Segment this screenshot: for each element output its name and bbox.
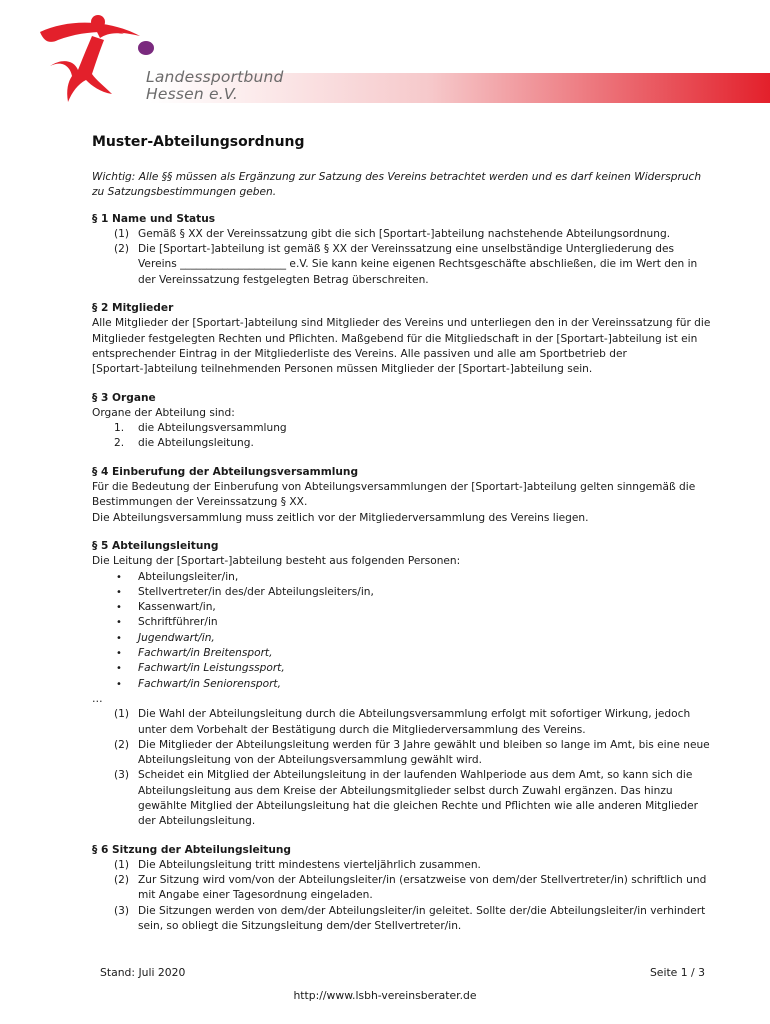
bullet-icon: • — [116, 632, 122, 644]
footer-date: Stand: Juli 2020 — [100, 966, 186, 979]
list-item — [92, 858, 712, 873]
item-text: die Abteilungsversammlung — [138, 422, 287, 435]
numbered-list — [92, 707, 712, 829]
bullet-icon: • — [116, 586, 122, 598]
list-item — [92, 570, 712, 585]
bullet-icon: • — [116, 678, 122, 690]
lsbh-logo-graphic — [0, 0, 770, 110]
item-text: Schriftführer/in — [138, 616, 218, 629]
numbered-list — [92, 858, 712, 934]
item-text: Scheidet ein Mitglied der Abteilungsleitung in der laufenden Wahlperiode aus dem Amt, so kann sich die Abteilungsleitung aus dem Kreise der Abteilungsmitglieder selbst durch Zuwahl ergänzen. Das hinzu gewählte Mitglied der Abteilungsleitung hat die gleichen Rechte und Pflichten wie alle anderen Mitglieder der Abteilungsleitung. — [138, 769, 699, 828]
item-text: Gemäß § XX der Vereinssatzung gibt die sich [Sportart-]abteilung nachstehende Abteilungsordnung. — [138, 227, 671, 240]
item-number: 1. — [114, 422, 125, 435]
list-item — [92, 707, 712, 738]
list-item — [92, 585, 712, 600]
item-number: (2) — [114, 243, 130, 256]
section-paragraph: Alle Mitglieder der [Sportart-]abteilung sind Mitglieder des Vereins und unterliegen den in der Vereinssatzung für die Mitglieder festgelegten Rechten und Pflichten. Maßgebend für die Mitgliedschaft in der [Sportart-]abteilung ist ein entsprechender Eintrag in der Mitgliederliste des Vereins. Alle passiven und alle am Sportbetrieb der [Sportart-]abteilung teilnehmenden Personen müssen Mitglieder der [Sportart-]abteilung sein. — [92, 317, 711, 376]
section-5 — [92, 539, 712, 830]
athlete-head — [91, 15, 105, 29]
item-number: (3) — [114, 904, 130, 917]
item-text: Zur Sitzung wird vom/von der Abteilungsleiter/in (ersatzweise von dem/der Stellvertreter/in) schriftlich und mit Angabe einer Tagesordnung eingeladen. — [138, 874, 707, 902]
section-1 — [92, 212, 712, 288]
org-name — [146, 69, 284, 103]
footer-url-link[interactable]: http://www.lsbh-vereinsberater.de — [293, 989, 477, 1002]
org-name-line2: Hessen e.V. — [146, 85, 239, 103]
item-text: Fachwart/in Leistungssport, — [138, 662, 285, 675]
item-text: Abteilungsleiter/in, — [138, 570, 239, 583]
page-header — [0, 0, 770, 110]
bullet-icon: • — [116, 617, 122, 629]
item-number: (2) — [114, 738, 130, 751]
athlete-body — [50, 36, 112, 102]
item-text: Kassenwart/in, — [138, 601, 216, 614]
list-item — [92, 904, 712, 935]
item-text: Stellvertreter/in des/der Abteilungsleiters/in, — [138, 585, 374, 598]
list-item — [92, 436, 712, 451]
numbered-list — [92, 421, 712, 452]
bullet-list — [92, 570, 712, 692]
item-text: Fachwart/in Breitensport, — [138, 647, 273, 660]
section-heading: § 4 Einberufung der Abteilungsversammlung — [92, 465, 359, 478]
item-text: Die [Sportart-]abteilung ist gemäß § XX der Vereinssatzung eine unselbständige Untergliederung des Vereins ____________________ e.V. Sie kann keine eigenen Rechtsgeschäfte abschließen, die im Wert den in der Vereinssatzung festgelegten Betrag überschreiten. — [138, 243, 698, 286]
section-lead: Die Leitung der [Sportart-]abteilung besteht aus folgenden Personen: — [92, 555, 461, 568]
list-item — [92, 677, 712, 692]
item-text: Die Mitglieder der Abteilungsleitung werden für 3 Jahre gewählt und bleiben so lange im Amt, bis eine neue Abteilungsleitung von der Abteilungsversammlung gewählt wird. — [138, 738, 710, 767]
list-item — [92, 768, 712, 829]
item-text: Die Sitzungen werden von dem/der Abteilungsleiter/in geleitet. Sollte der/die Abteilungsleiter/in verhindert sein, so obliegt die Sitzungsleitung dem/der Stellvertreter/in. — [138, 904, 706, 933]
section-2 — [92, 301, 712, 377]
section-paragraph: Für die Bedeutung der Einberufung von Abteilungsversammlungen der [Sportart-]abteilung gelten sinngemäß die Bestimmungen der Vereinssatzung § XX. — [92, 481, 696, 509]
section-3 — [92, 391, 712, 452]
item-number: (3) — [114, 769, 130, 782]
bullet-icon: • — [116, 571, 122, 583]
list-item — [92, 421, 712, 436]
section-heading: § 1 Name und Status — [92, 212, 216, 225]
section-heading: § 3 Organe — [92, 391, 156, 404]
item-number: 2. — [114, 437, 125, 450]
section-4 — [92, 465, 712, 526]
item-number: (1) — [114, 227, 130, 240]
bullet-icon: • — [116, 648, 122, 660]
list-item — [92, 646, 712, 661]
list-item — [92, 600, 712, 615]
section-lead: Organe der Abteilung sind: — [92, 406, 235, 419]
document-title: Muster-Abteilungsordnung — [92, 134, 305, 150]
item-number: (1) — [114, 858, 130, 871]
item-text: die Abteilungsleitung. — [138, 437, 254, 450]
ball-icon — [138, 41, 154, 55]
footer-page-number: Seite 1 / 3 — [649, 966, 705, 979]
item-text: Die Abteilungsleitung tritt mindestens vierteljährlich zusammen. — [138, 858, 481, 871]
org-name-line1: Landessportbund — [146, 68, 284, 86]
section-6 — [92, 843, 712, 935]
numbered-list — [92, 227, 712, 288]
list-item — [92, 227, 712, 242]
section-heading: § 2 Mitglieder — [92, 302, 174, 315]
section-heading: § 6 Sitzung der Abteilungsleitung — [92, 843, 292, 856]
athlete-swoosh — [40, 23, 140, 42]
item-text: Fachwart/in Seniorensport, — [138, 677, 281, 690]
ellipsis: … — [92, 692, 103, 705]
list-item — [92, 738, 712, 769]
list-item — [92, 661, 712, 676]
list-item — [92, 631, 712, 646]
bullet-icon: • — [116, 602, 122, 614]
list-item — [92, 873, 712, 904]
item-number: (1) — [114, 708, 130, 721]
item-text: Jugendwart/in, — [138, 631, 215, 644]
section-heading: § 5 Abteilungsleitung — [92, 539, 219, 552]
list-item — [92, 242, 712, 288]
section-paragraph: Die Abteilungsversammlung muss zeitlich vor der Mitgliederversammlung des Vereins liegen. — [92, 511, 589, 524]
item-text: Die Wahl der Abteilungsleitung durch die Abteilungsversammlung erfolgt mit sofortiger Wirkung, jedoch unter dem Vorbehalt der Bestätigung durch die Mitgliederversammlung des Vereins. — [138, 708, 691, 736]
item-number: (2) — [114, 874, 130, 887]
intro-note: Wichtig: Alle §§ müssen als Ergänzung zur Satzung des Vereins betrachtet werden und es darf keinen Widerspruch zu Satzungsbestimmungen geben. — [92, 171, 702, 199]
document-body — [92, 133, 712, 947]
bullet-icon: • — [116, 663, 122, 675]
list-item — [92, 615, 712, 630]
